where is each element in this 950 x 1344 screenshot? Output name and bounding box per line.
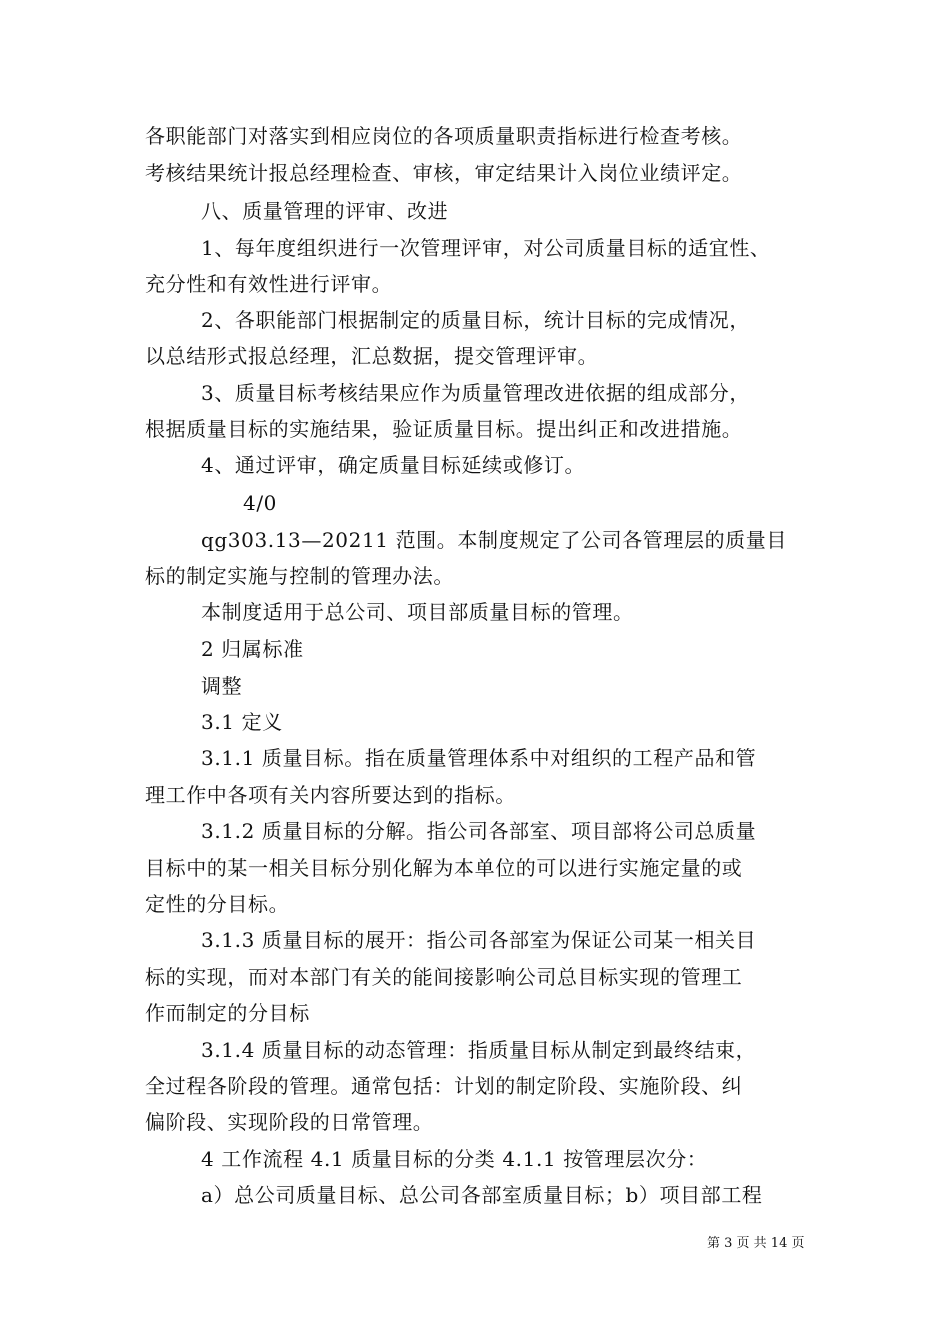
section-heading: 八、质量管理的评审、改进 xyxy=(201,199,449,223)
text-line: 3.1.1 质量目标。指在质量管理体系中对组织的工程产品和管 xyxy=(201,746,757,770)
text-line: qg303.13—20211 范围。本制度规定了公司各管理层的质量目 xyxy=(201,528,787,552)
text-line: 3.1.4 质量目标的动态管理：指质量目标从制定到最终结束， xyxy=(201,1038,757,1062)
text-line: 4 工作流程 4.1 质量目标的分类 4.1.1 按管理层次分： xyxy=(201,1147,708,1171)
text-line: 考核结果统计报总经理检查、审核，审定结果计入岗位业绩评定。 xyxy=(145,161,743,185)
page-number-footer: 第 3 页 共 14 页 xyxy=(707,1236,805,1251)
text-line: 3.1.3 质量目标的展开：指公司各部室为保证公司某一相关目 xyxy=(201,928,757,952)
text-line: 本制度适用于总公司、项目部质量目标的管理。 xyxy=(201,600,634,624)
page-marker: 4/0 xyxy=(243,491,277,515)
text-line: 偏阶段、实现阶段的日常管理。 xyxy=(145,1110,434,1134)
text-line: 目标中的某一相关目标分别化解为本单位的可以进行实施定量的或 xyxy=(145,856,743,880)
text-line: 全过程各阶段的管理。通常包括：计划的制定阶段、实施阶段、纠 xyxy=(145,1074,743,1098)
text-line: 各职能部门对落实到相应岗位的各项质量职责指标进行检查考核。 xyxy=(145,124,743,148)
text-line: 4、通过评审，确定质量目标延续或修订。 xyxy=(201,453,586,477)
text-line: 根据质量目标的实施结果，验证质量目标。提出纠正和改进措施。 xyxy=(145,417,743,441)
section-heading: 3.1 定义 xyxy=(201,710,283,734)
text-line: 2、各职能部门根据制定的质量目标，统计目标的完成情况， xyxy=(201,308,750,332)
text-line: a）总公司质量目标、总公司各部室质量目标；b）项目部工程 xyxy=(201,1183,763,1207)
section-heading: 2 归属标准 xyxy=(201,637,304,661)
text-line: 以总结形式报总经理，汇总数据，提交管理评审。 xyxy=(145,344,599,368)
text-line: 3、质量目标考核结果应作为质量管理改进依据的组成部分， xyxy=(201,381,750,405)
text-line: 1、每年度组织进行一次管理评审，对公司质量目标的适宜性、 xyxy=(201,236,771,260)
text-line: 标的实现，而对本部门有关的能间接影响公司总目标实现的管理工 xyxy=(145,965,743,989)
text-line: 理工作中各项有关内容所要达到的指标。 xyxy=(145,783,516,807)
text-line: 定性的分目标。 xyxy=(145,892,290,916)
text-line: 充分性和有效性进行评审。 xyxy=(145,272,393,296)
text-line: 3.1.2 质量目标的分解。指公司各部室、项目部将公司总质量 xyxy=(201,819,757,843)
text-line: 标的制定实施与控制的管理办法。 xyxy=(145,564,454,588)
text-line: 调整 xyxy=(201,674,243,698)
text-line: 作而制定的分目标 xyxy=(145,1001,310,1025)
